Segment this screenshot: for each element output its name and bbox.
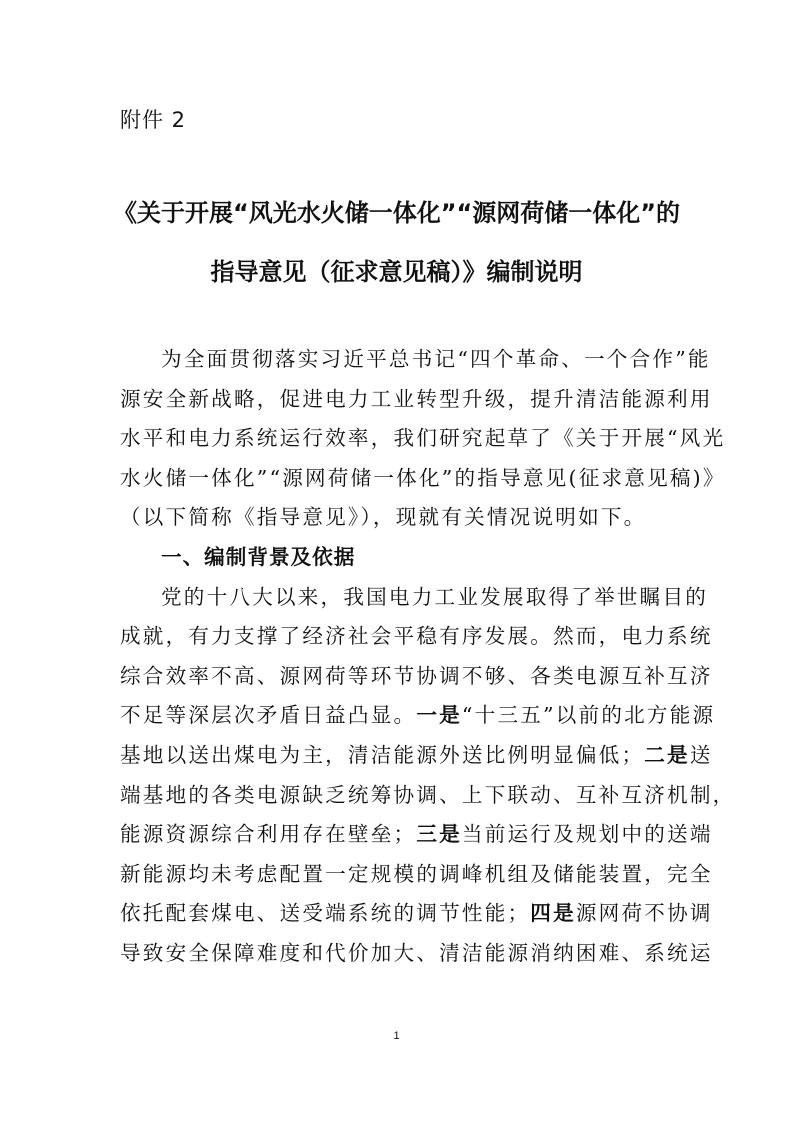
emphasis-text: 一是 <box>416 703 462 728</box>
text-span: 源网荷不协调 <box>575 901 713 926</box>
section-line: 成就，有力支撑了经济社会平稳有序发展。然而，电力系统 <box>120 624 713 649</box>
text-span: 不足等深层次矛盾日益凸显。 <box>120 703 417 728</box>
section-heading: 一、编制背景及依据 <box>161 544 356 569</box>
intro-line: （以下简称《指导意见》），现就有关情况说明如下。 <box>120 505 647 530</box>
section-line: 端基地的各类电源缺乏统筹协调、上下联动、互补互济机制， <box>120 782 736 807</box>
emphasis-text: 三是 <box>416 822 462 847</box>
document-title-line2: 指导意见（征求意见稿）》编制说明 <box>210 258 583 286</box>
text-span: 当前运行及规划中的送端 <box>461 822 713 847</box>
text-span: 送 <box>689 742 713 767</box>
section-line: 综合效率不高、源网荷等环节协调不够、各类电源互补互济 <box>120 663 713 688</box>
section-line <box>120 736 713 776</box>
document-title-line1: 《关于开展“风光水火储一体化”“源网荷储一体化”的 <box>112 199 681 227</box>
section-line <box>120 894 713 934</box>
intro-line: 为全面贯彻落实习近平总书记“四个革命、一个合作”能 <box>161 347 711 371</box>
section-line <box>120 815 713 855</box>
intro-line: 水火储一体化”“源网荷储一体化”的指导意见(征求意见稿)》 <box>120 465 726 490</box>
section-line: 党的十八大以来，我国电力工业发展取得了举世瞩目的 <box>161 584 709 609</box>
document-body <box>120 340 736 974</box>
text-span: “十三五”以前的北方能源 <box>461 703 716 728</box>
section-line: 导致安全保障难度和代价加大、清洁能源消纳困难、系统运 <box>120 940 713 965</box>
emphasis-text: 四是 <box>530 901 576 926</box>
text-span: 依托配套煤电、送受端系统的调节性能； <box>120 901 531 926</box>
attachment-label: 附件 2 <box>120 108 187 132</box>
text-span: 基地以送出煤电为主，清洁能源外送比例明显偏低； <box>120 742 645 767</box>
text-span: 能源资源综合利用存在壁垒； <box>120 822 417 847</box>
intro-line: 源安全新战略，促进电力工业转型升级，提升清洁能源利用 <box>120 386 713 411</box>
page-number: 1 <box>393 1030 400 1042</box>
intro-line: 水平和电力系统运行效率，我们研究起草了《关于开展“风光 <box>120 426 726 451</box>
section-line: 新能源均未考虑配置一定规模的调峰机组及储能装置，完全 <box>120 861 713 886</box>
emphasis-text: 二是 <box>644 742 690 767</box>
section-line <box>120 696 716 736</box>
